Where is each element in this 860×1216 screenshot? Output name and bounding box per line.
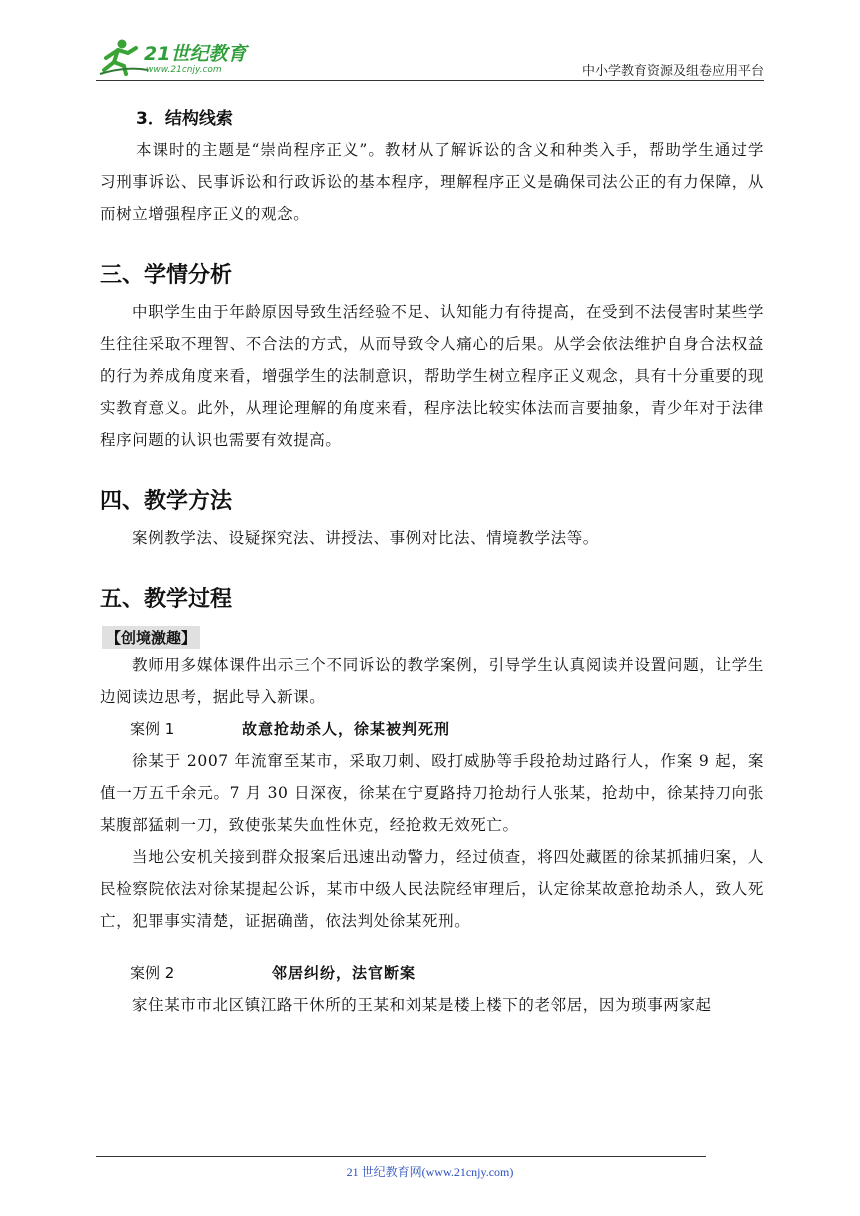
header-platform-text: 中小学教育资源及组卷应用平台 xyxy=(581,64,764,79)
teaching-methods-heading: 四、教学方法 xyxy=(100,489,233,514)
teaching-process-heading: 五、教学过程 xyxy=(100,587,233,612)
learning-analysis-heading: 三、学情分析 xyxy=(100,263,233,288)
case1-title: 故意抢劫杀人，徐某被判死刑 xyxy=(242,720,451,738)
case1-label: 案例 1 xyxy=(130,720,175,738)
case2-title: 邻居纠纷，法官断案 xyxy=(272,964,417,982)
document-body xyxy=(100,104,764,1021)
logo-url: www.21cnjy.com xyxy=(146,65,222,75)
case1-header xyxy=(130,713,764,745)
structure-heading: 3．结构线索 xyxy=(136,109,233,129)
learning-analysis-paragraph: 中职学生由于年龄原因导致生活经验不足、认知能力有待提高，在受到不法侵害时某些学生往往采取不理智、不合法的方式，从而导致令人痛心的后果。从学会依法维护自身合法权益的行为养成角度来看，增强学生的法制意识，帮助学生树立程序正义观念，具有十分重要的现实教育意义。此外，从理论理解的角度来看，程序法比较实体法而言要抽象，青少年对于法律程序问题的认识也需要有效提高。 xyxy=(100,303,764,449)
case2-header xyxy=(130,957,764,989)
section-label-badge: 【创境激趣】 xyxy=(102,626,200,649)
header-divider xyxy=(96,80,764,81)
case1-paragraph-1: 徐某于 2007 年流窜至某市，采取刀刺、殴打威胁等手段抢劫过路行人，作案 9 起，案值一万五千余元。7 月 30 日深夜，徐某在宁夏路持刀抢劫行人张某，抢劫中，徐某持刀向张某腹部猛刺一刀，致使张某失血性休克，经抢救无效死亡。 xyxy=(100,752,764,834)
site-logo xyxy=(96,36,266,78)
structure-paragraph: 本课时的主题是“崇尚程序正义”。教材从了解诉讼的含义和种类入手，帮助学生通过学习刑事诉讼、民事诉讼和行政诉讼的基本程序，理解程序正义是确保司法公正的有力保障，从而树立增强程序正义的观念。 xyxy=(100,141,764,223)
case1-paragraph-2: 当地公安机关接到群众报案后迅速出动警力，经过侦查，将四处藏匿的徐某抓捕归案，人民检察院依法对徐某提起公诉，某市中级人民法院经审理后，认定徐某故意抢劫杀人，致人死亡，犯罪事实清楚，证据确凿，依法判处徐某死刑。 xyxy=(100,848,764,930)
logo-text: 21世纪教育 xyxy=(144,43,247,65)
case2-paragraph-1: 家住某市市北区镇江路干休所的王某和刘某是楼上楼下的老邻居，因为琐事两家起 xyxy=(132,996,712,1014)
page-header xyxy=(96,36,764,80)
case2-label: 案例 2 xyxy=(130,964,175,982)
teaching-methods-paragraph: 案例教学法、设疑探究法、讲授法、事例对比法、情境教学法等。 xyxy=(132,529,599,547)
footer-divider xyxy=(96,1156,706,1157)
footer-source-text: 21 世纪教育网(www.21cnjy.com) xyxy=(346,1165,514,1179)
process-intro-paragraph: 教师用多媒体课件出示三个不同诉讼的教学案例，引导学生认真阅读并设置问题，让学生边阅读边思考，据此导入新课。 xyxy=(100,656,764,706)
